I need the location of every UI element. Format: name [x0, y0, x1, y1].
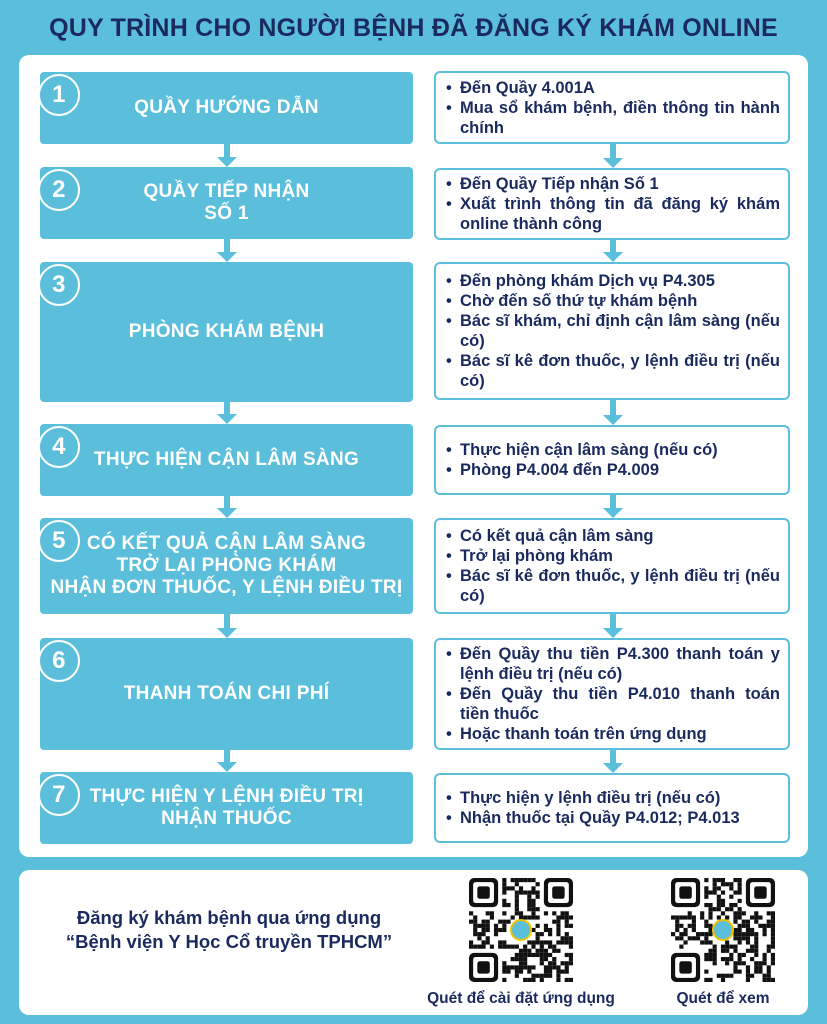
step-label [80, 786, 374, 830]
step-label [40, 533, 412, 599]
step-number-badge: 3 [38, 264, 80, 306]
step-1-box [40, 72, 413, 144]
qr-code-view[interactable] [671, 878, 775, 982]
step-2-details [434, 168, 790, 240]
app-register-text [39, 906, 419, 954]
step-number-badge: 5 [38, 520, 80, 562]
app-register-section [19, 870, 808, 1015]
step-label-line: NHẬN THUỐC [161, 808, 292, 829]
step-label [84, 449, 369, 471]
detail-item: • Xuất trình thông tin đã đăng ký khám online thành công [444, 194, 780, 234]
detail-item: • Nhận thuốc tại Quầy P4.012; P4.013 [444, 808, 780, 828]
step-3-details [434, 262, 790, 400]
detail-item: • Đến Quầy thu tiền P4.010 thanh toán tiền thuốc [444, 684, 780, 724]
detail-item: • Mua sổ khám bệnh, điền thông tin hành chính [444, 98, 780, 138]
detail-item: • Chờ đến số thứ tự khám bệnh [444, 291, 780, 311]
detail-item: • Bác sĩ kê đơn thuốc, y lệnh điều trị (nếu có) [444, 351, 780, 391]
step-6-box [40, 638, 413, 750]
detail-item: • Bác sĩ khám, chỉ định cận lâm sàng (nếu có) [444, 311, 780, 351]
step-label [133, 181, 319, 225]
detail-item: • Đến Quầy thu tiền P4.300 thanh toán y lệnh điều trị (nếu có) [444, 644, 780, 684]
qr-caption-install: Quét để cài đặt ứng dụng [427, 990, 615, 1007]
step-label-line: NHẬN ĐƠN THUỐC, Y LỆNH ĐIỀU TRỊ [50, 577, 403, 598]
step-label [124, 97, 329, 119]
page-title: QUY TRÌNH CHO NGƯỜI BỆNH ĐÃ ĐĂNG KÝ KHÁM ONLINE [49, 14, 778, 42]
detail-item: • Bác sĩ kê đơn thuốc, y lệnh điều trị (nếu có) [444, 566, 780, 606]
step-1-details [434, 71, 790, 144]
detail-item: • Thực hiện cận lâm sàng (nếu có) [444, 440, 780, 460]
step-label [114, 683, 340, 705]
detail-item: • Hoặc thanh toán trên ứng dụng [444, 724, 780, 744]
detail-item: • Có kết quả cận lâm sàng [444, 526, 780, 546]
step-label [119, 321, 335, 343]
step-7-box [40, 772, 413, 844]
step-label-line: TRỞ LẠI PHÒNG KHÁM [116, 555, 337, 576]
step-label-line: QUẦY TIẾP NHẬN [143, 181, 310, 202]
step-label-line: SỐ 1 [204, 203, 249, 224]
step-label-line: CÓ KẾT QUẢ CẬN LÂM SÀNG [86, 533, 367, 554]
step-5-box [40, 518, 413, 614]
step-label-line: QUẦY HƯỚNG DẪN [134, 97, 319, 118]
step-number-badge: 4 [38, 426, 80, 468]
app-register-line-2: “Bệnh viện Y Học Cổ truyền TPHCM” [65, 931, 393, 952]
app-register-line-1: Đăng ký khám bệnh qua ứng dụng [76, 907, 382, 928]
detail-item: • Phòng P4.004 đến P4.009 [444, 460, 780, 480]
qr-caption-view: Quét để xem [676, 990, 770, 1007]
step-5-details [434, 518, 790, 614]
step-number-badge: 6 [38, 640, 80, 682]
step-label-line: THỰC HIỆN CẬN LÂM SÀNG [93, 449, 360, 470]
step-4-box [40, 424, 413, 496]
step-2-box [40, 167, 413, 239]
detail-item: • Đến phòng khám Dịch vụ P4.305 [444, 271, 780, 291]
step-number-badge: 2 [38, 169, 80, 211]
step-number-badge: 7 [38, 774, 80, 816]
step-6-details [434, 638, 790, 750]
detail-item: • Đến Quầy Tiếp nhận Số 1 [444, 174, 780, 194]
step-4-details [434, 425, 790, 495]
step-7-details [434, 773, 790, 843]
step-label-line: THỰC HIỆN Y LỆNH ĐIỀU TRỊ [89, 786, 364, 807]
detail-item: • Thực hiện y lệnh điều trị (nếu có) [444, 788, 780, 808]
detail-item: • Trở lại phòng khám [444, 546, 780, 566]
qr-code-install-app[interactable] [469, 878, 573, 982]
step-label-line: PHÒNG KHÁM BỆNH [128, 321, 325, 342]
step-number-badge: 1 [38, 74, 80, 116]
detail-item: • Đến Quầy 4.001A [444, 78, 780, 98]
step-label-line: THANH TOÁN CHI PHÍ [123, 683, 330, 704]
step-3-box [40, 262, 413, 402]
